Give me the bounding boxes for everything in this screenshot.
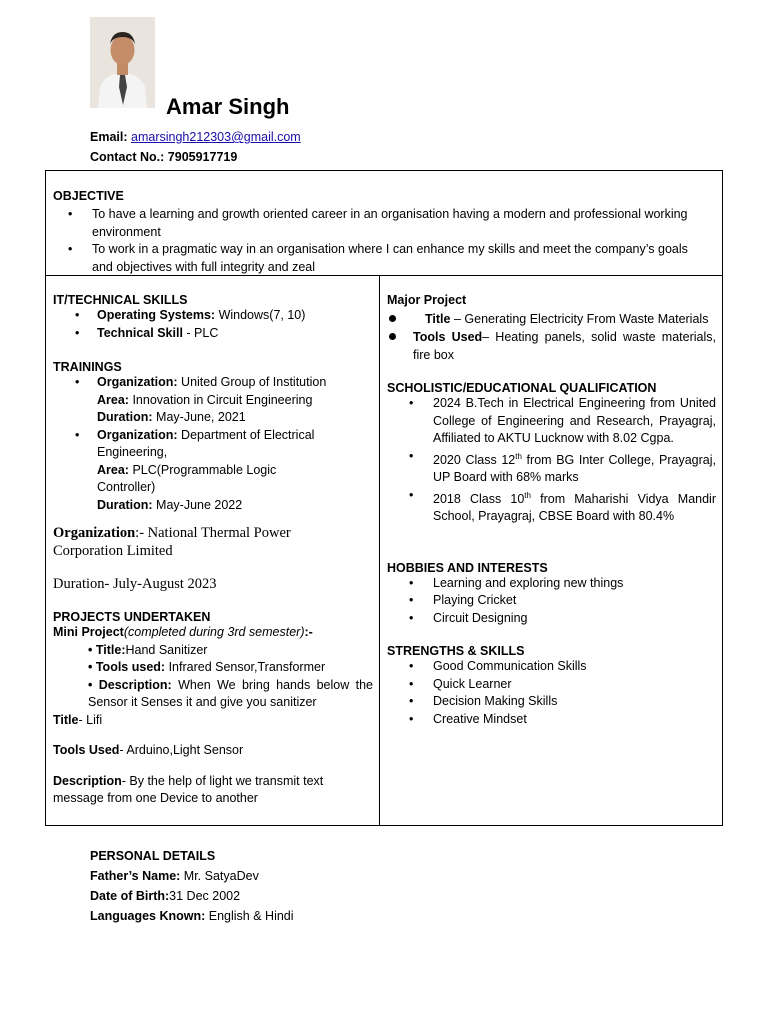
training-item: • Organization: Department of Electrical Engineering, Area: PLC(Programmable Logic Controller) Duration: May-June 2022 <box>53 427 373 515</box>
email-link[interactable]: amarsingh212303@gmail.com <box>131 130 301 144</box>
hobby-item: • Circuit Designing <box>387 610 716 628</box>
hobby-item: • Learning and exploring new things <box>387 575 716 593</box>
email-label: Email: <box>90 130 128 144</box>
education-item: • 2018 Class 10th from Maharishi Vidya Mandir School, Prayagraj, CBSE Board with 80.4% <box>387 487 716 526</box>
profile-photo <box>90 17 155 108</box>
project2-description: Description- By the help of light we transmit text message from one Device to another <box>53 773 324 805</box>
mini-project-details: • Title:Hand Sanitizer • Tools used: Infrared Sensor,Transformer • Description: When We bring hands below the Sensor it Senses it and give you sanitizer <box>88 642 373 709</box>
skill-item: • Operating Systems: Windows(7, 10) <box>53 307 373 325</box>
left-column <box>45 275 380 826</box>
strength-item: • Creative Mindset <box>387 711 716 729</box>
projects-heading: PROJECTS UNDERTAKEN <box>53 610 211 624</box>
languages-known: Languages Known: English & Hindi <box>90 909 294 923</box>
strength-item: • Decision Making Skills <box>387 693 716 711</box>
ntpc-duration: Duration- July-August 2023 <box>53 576 217 592</box>
email-line <box>90 130 301 144</box>
personal-heading: PERSONAL DETAILS <box>90 849 216 863</box>
contact-line <box>90 150 237 164</box>
major-project-tools: Tools Used– Heating panels, solid waste materials, fire box <box>387 328 716 364</box>
contact-label: Contact No.: <box>90 150 165 164</box>
hobby-item: • Playing Cricket <box>387 592 716 610</box>
date-of-birth: Date of Birth:31 Dec 2002 <box>90 889 241 903</box>
skills-heading: IT/TECHNICAL SKILLS <box>53 293 188 307</box>
education-item: • 2020 Class 12th from BG Inter College, Prayagraj, UP Board with 68% marks <box>387 448 716 487</box>
project2-title: Title- Lifi <box>53 712 103 727</box>
contact-number: 7905917719 <box>167 150 238 164</box>
trainings-heading: TRAININGS <box>53 360 122 374</box>
objective-section <box>45 170 723 276</box>
strengths-heading: STRENGTHS & SKILLS <box>387 644 525 659</box>
personal-details-section <box>90 846 294 926</box>
education-item: • 2024 B.Tech in Electrical Engineering from United College of Engineering and Research, Prayagraj, Affiliated to AKTU Lucknow with 8.02 Cgpa. <box>387 395 716 448</box>
candidate-name: Amar Singh <box>166 94 290 119</box>
major-project-title: Title – Generating Electricity From Waste Materials <box>387 310 716 328</box>
objective-heading: OBJECTIVE <box>53 189 124 203</box>
major-project-heading: Major Project <box>387 293 467 307</box>
objective-item: • To have a learning and growth oriented career in an organisation having a modern and professional working environment <box>46 206 706 241</box>
objective-item: • To work in a pragmatic way in an organisation where I can enhance my skills and meet the company’s goals and objectives with full integrity and zeal <box>46 241 706 276</box>
mini-project-line: Mini Project(completed during 3rd semester):- <box>53 625 313 639</box>
hobbies-heading: HOBBIES AND INTERESTS <box>387 560 548 575</box>
education-heading: SCHOLISTIC/EDUCATIONAL QUALIFICATION <box>387 381 657 395</box>
training-item: • Organization: United Group of Institution Area: Innovation in Circuit Engineering Duration: May-June, 2021 <box>53 374 373 427</box>
ntpc-training: Organization:- National Thermal Power Corporation Limited <box>53 525 291 559</box>
right-column <box>379 275 723 826</box>
skill-item: • Technical Skill - PLC <box>53 325 373 343</box>
strength-item: • Quick Learner <box>387 676 716 694</box>
strength-item: • Good Communication Skills <box>387 658 716 676</box>
father-name: Father’s Name: Mr. SatyaDev <box>90 869 259 883</box>
project2-tools: Tools Used- Arduino,Light Sensor <box>53 743 244 757</box>
